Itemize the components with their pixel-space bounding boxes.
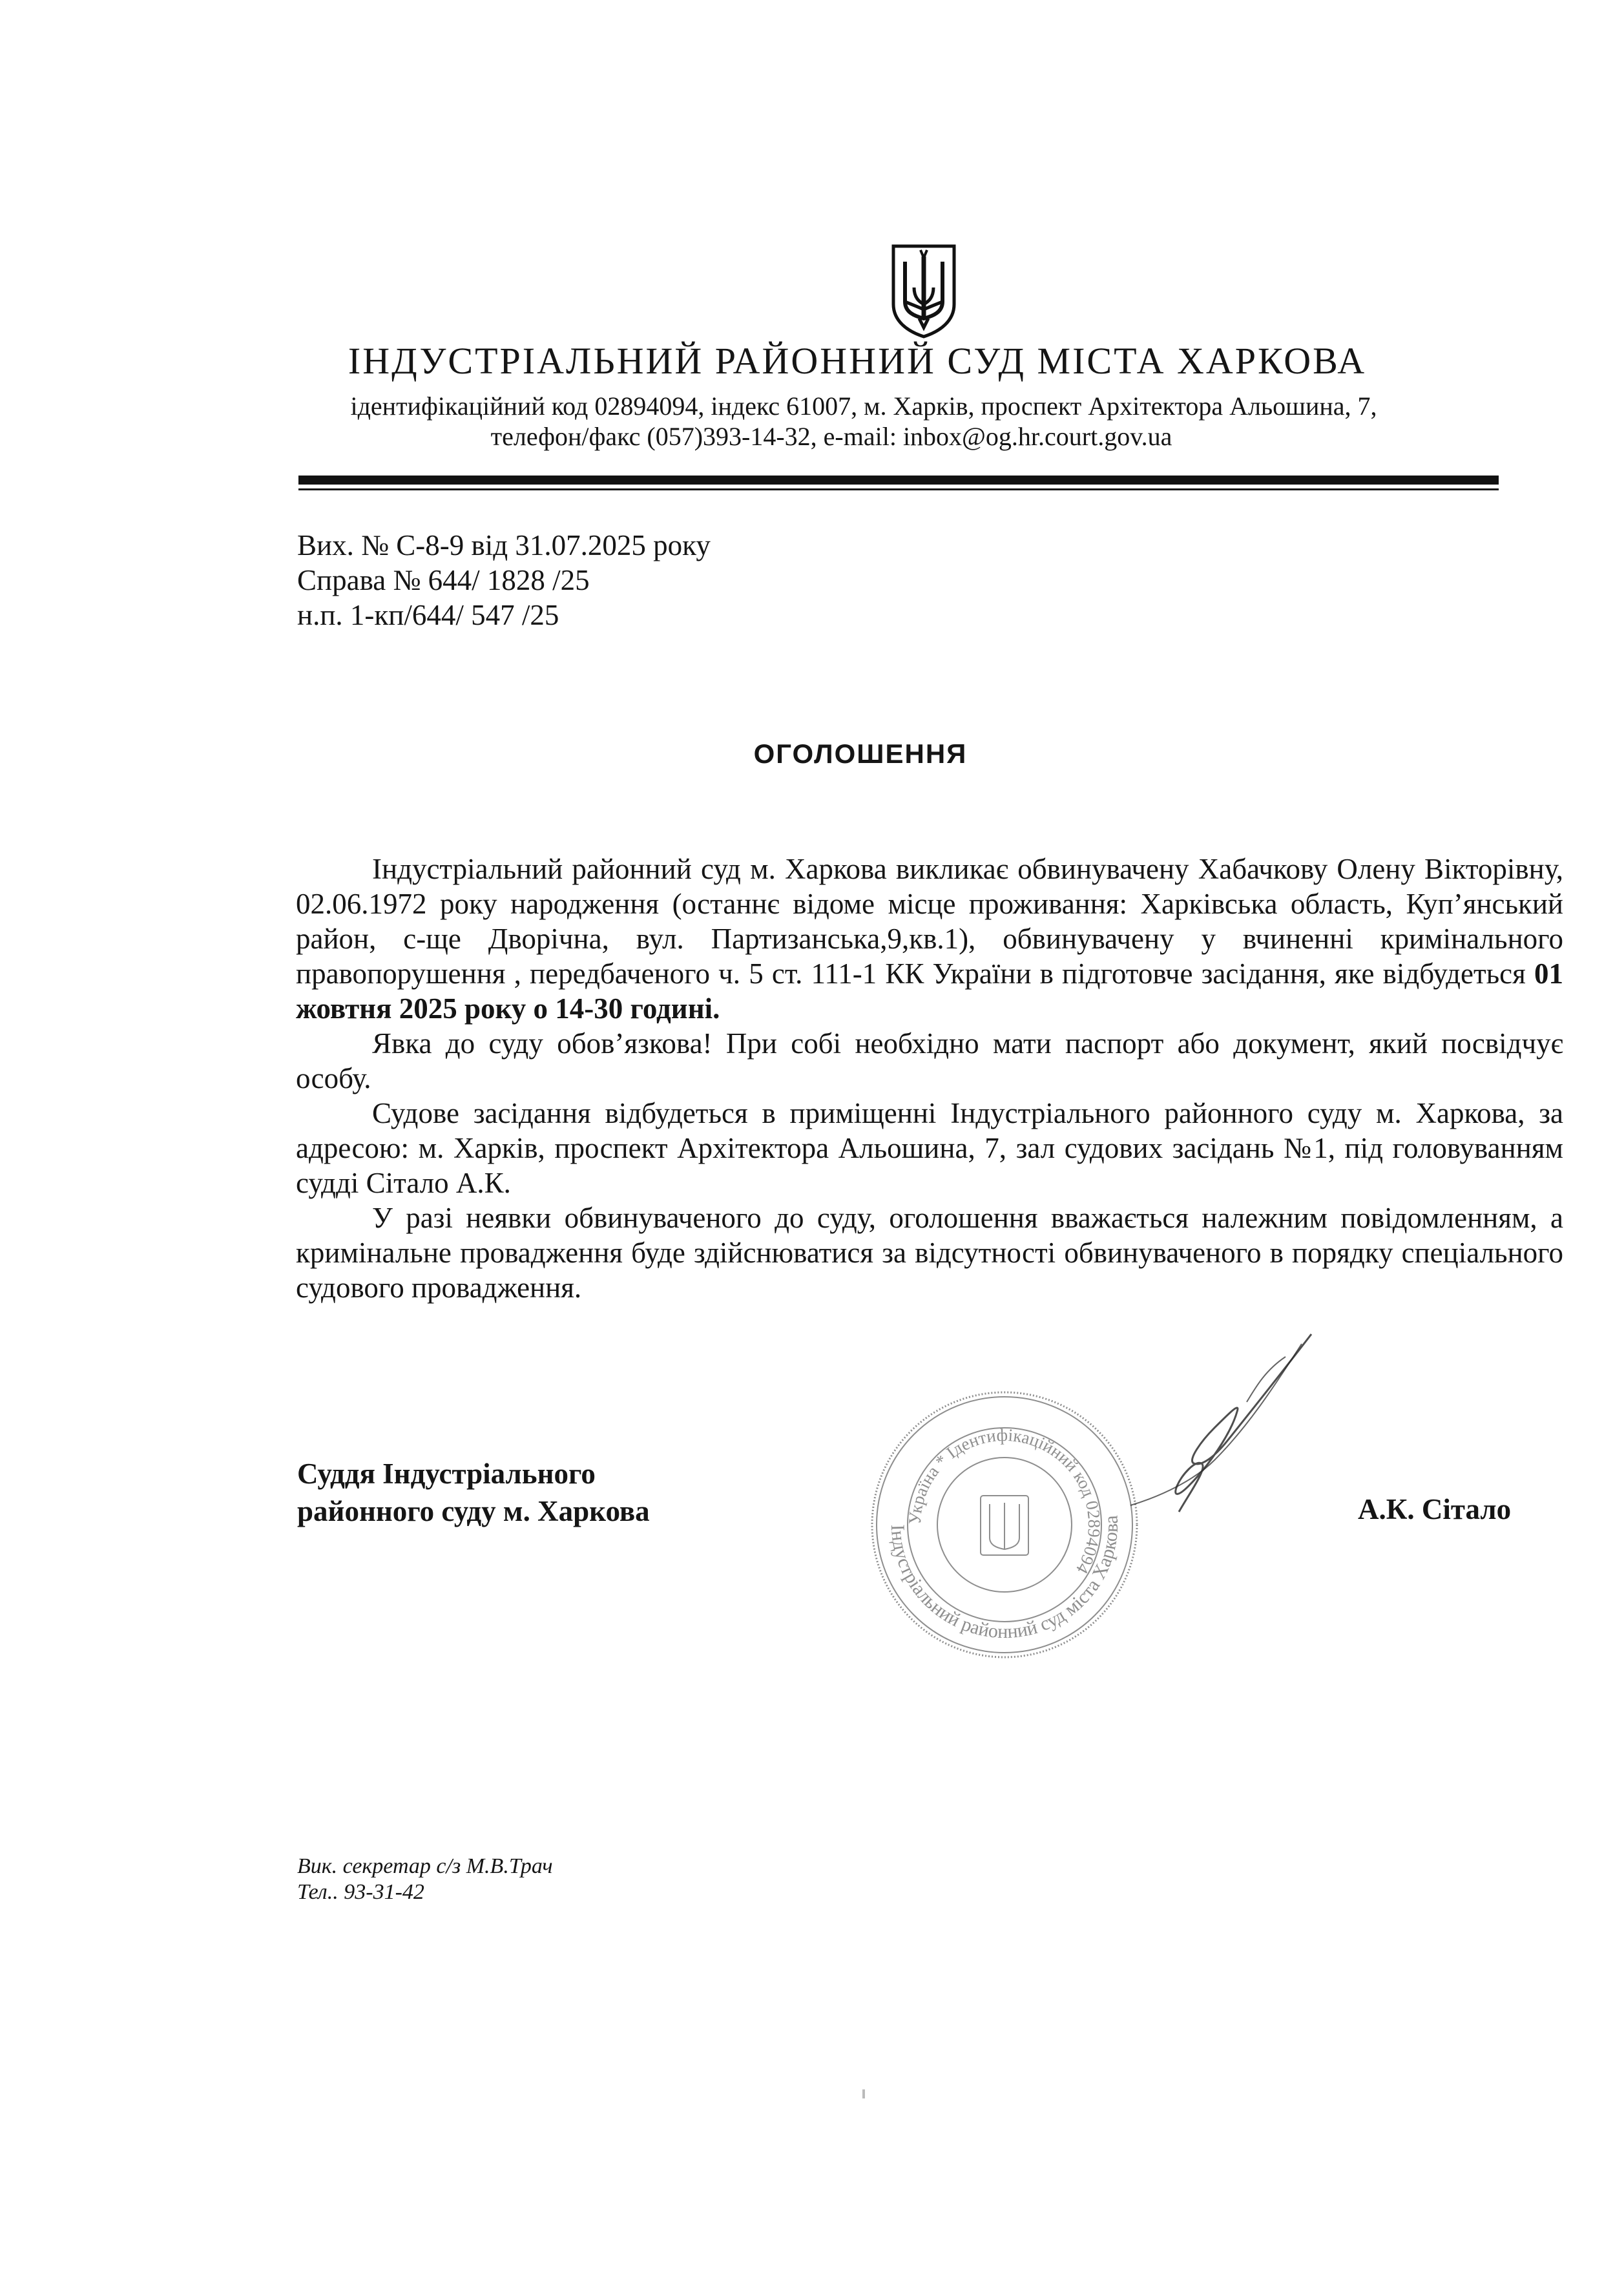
stamp-outer-text: Індустріальний районний суд міста Харкова: [886, 1514, 1123, 1643]
case-number: Справа № 644/ 1828 /25: [297, 564, 590, 596]
header-divider-thin: [298, 488, 1499, 490]
scan-artifact: [862, 2089, 865, 2098]
court-contacts-line-1: ідентифікаційний код 02894094, індекс 61007, м. Харків, проспект Архітектора Альошина, 7,: [350, 392, 1377, 421]
hearing-date: 01 жовтня 2025 року о 14-30 годині.: [296, 957, 1563, 1025]
stamp-inner-text: Україна * Ідентифікаційний код 02894094: [904, 1425, 1105, 1577]
court-name-heading: ІНДУСТРІАЛЬНИЙ РАЙОННИЙ СУД МІСТА ХАРКОВА: [348, 340, 1367, 382]
header-divider-thick: [298, 476, 1499, 485]
executor-phone: Тел.. 93-31-42: [297, 1880, 424, 1904]
announcement-body: [296, 852, 1563, 1305]
handwritten-signature: [1118, 1331, 1318, 1518]
judge-position-line-2: районного суду м. Харкова: [297, 1495, 650, 1527]
court-seal-stamp: [866, 1383, 1143, 1667]
judge-position: [297, 1455, 650, 1530]
executor-info: Вик. секретар с/з М.В.Трач: [297, 1854, 553, 1878]
paragraph-location: Судове засідання відбудеться в приміщенні Індустріального районного суду м. Харкова, за адресою: м. Харків, проспект Архітектора Альошина, 7, зал судових засідань №1, під головуванням судді Сітало А.К.: [296, 1097, 1563, 1199]
outgoing-number: Вих. № С-8-9 від 31.07.2025 року: [297, 529, 711, 561]
court-contacts-line-2: телефон/факс (057)393-14-32, e-mail: inbox@og.hr.court.gov.ua: [490, 422, 1172, 451]
paragraph-absence: У разі неявки обвинуваченого до суду, оголошення вважається належним повідомленням, а кримінальне провадження буде здійснюватися за відсутності обвинуваченого в порядку спеціального судового провадження.: [296, 1202, 1563, 1304]
trident-emblem-icon: [888, 242, 959, 339]
summons-text: Індустріальний районний суд м. Харкова викликає обвинувачену Хабачкову Олену Вікторівну, 02.06.1972 року народження (останнє відоме місце проживання: Харківська область, Куп’янський район, с-ще Дворічна, вул. Партизанська,9,кв.1), обвинувачену у вчиненні кримінального правопорушення , передбаченого ч. 5 ст. 111-1 КК України в підготовче засідання, яке відбудеться: [296, 853, 1563, 990]
judge-name: А.К. Сітало: [1358, 1493, 1512, 1525]
document-title: ОГОЛОШЕННЯ: [753, 738, 968, 769]
paragraph-summons: [296, 852, 1563, 1026]
paragraph-attendance: Явка до суду обов’язкова! При собі необхідно мати паспорт або документ, який посвідчує особу.: [296, 1027, 1563, 1094]
proceeding-number: н.п. 1-кп/644/ 547 /25: [297, 599, 559, 631]
judge-position-line-1: Суддя Індустріального: [297, 1458, 596, 1490]
